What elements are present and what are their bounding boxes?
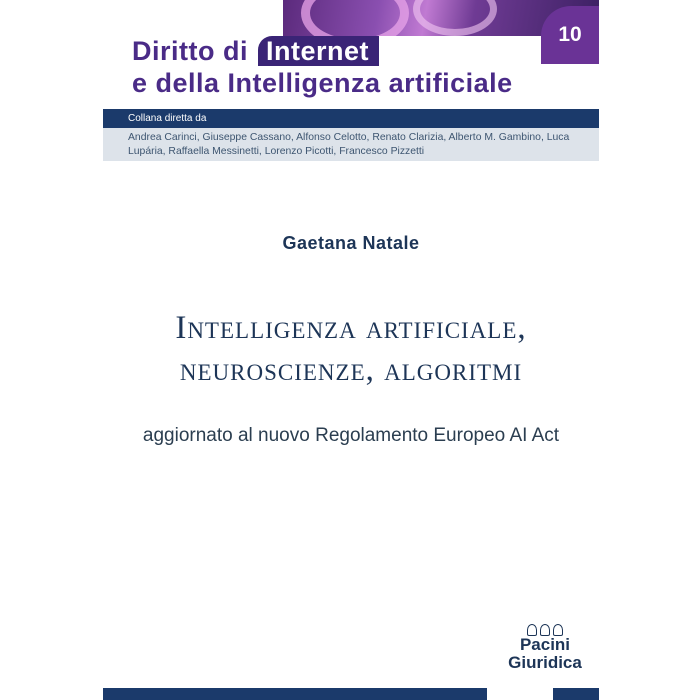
series-header xyxy=(103,0,599,102)
book-subtitle: aggiornato al nuovo Regolamento Europeo AI Act xyxy=(142,425,560,446)
author-name: Gaetana Natale xyxy=(282,233,420,253)
series-number-badge: 10 xyxy=(541,6,599,64)
series-title-prefix: Diritto di xyxy=(132,36,248,66)
book-title-line1: Intelligenza artificiale, xyxy=(175,310,527,346)
editors-label: Collana diretta da xyxy=(128,113,207,124)
publisher-name-line1: Pacini xyxy=(519,635,571,654)
publisher-name-line2: Giuridica xyxy=(508,653,582,672)
series-title-line2: e della Intelligenza artificiale xyxy=(132,68,513,98)
book-cover xyxy=(103,0,599,700)
book-title-line2: neuroscienze, algoritmi xyxy=(179,352,523,388)
series-title-highlight: Internet xyxy=(258,36,379,66)
book-title xyxy=(103,307,599,391)
bottom-bar-notch xyxy=(487,688,553,700)
editors-box xyxy=(103,128,599,161)
editors-bar xyxy=(103,109,599,128)
series-title-line1 xyxy=(132,36,379,66)
publisher-logo xyxy=(495,624,595,680)
editors-names: Andrea Carinci, Giuseppe Cassano, Alfonso Celotto, Renato Clarizia, Alberto M. Gambino, Luca Lupária, Raffaella Messinetti, Lorenzo Picotti, Francesco Pizzetti xyxy=(128,132,570,157)
